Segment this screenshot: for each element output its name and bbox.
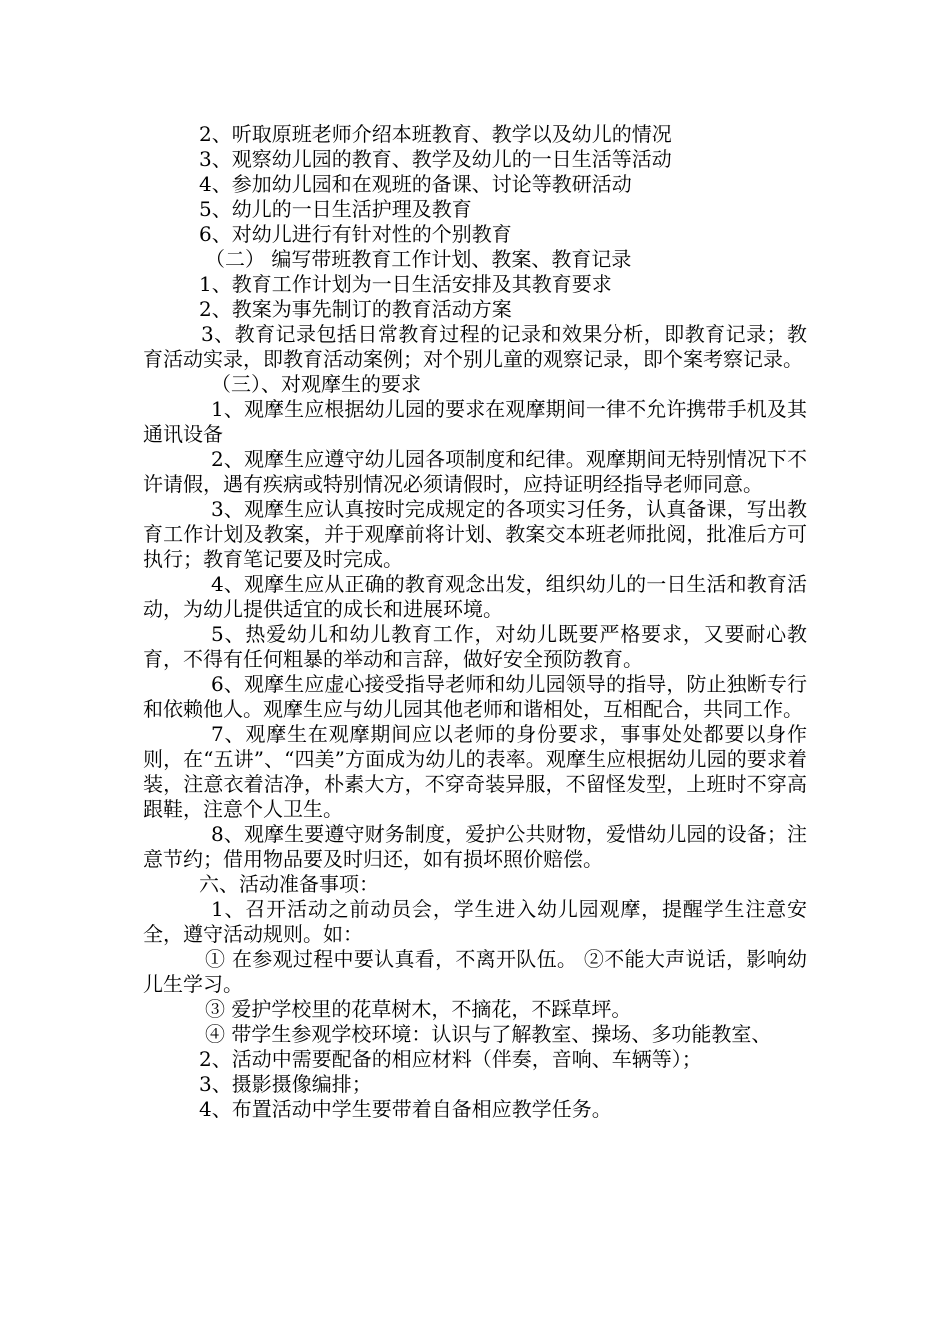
section-heading-2: （二） 编写带班教育工作计划、教案、教育记录: [205, 247, 632, 271]
document-body: [143, 122, 807, 1122]
paragraph-21: ① 在参观过程中要认真看，不离开队伍。 ②不能大声说话，影响幼儿生学习。: [143, 947, 807, 996]
paragraph-13: 3、观摩生应认真按时完成规定的各项实习任务，认真备课，写出教育工作计划及教案，并于观摩前将计划、教案交本班老师批阅，批准后方可执行；教育笔记要及时完成。: [143, 497, 807, 571]
paragraph-25: 3、摄影摄像编排；: [199, 1072, 372, 1096]
paragraph-14: 4、观摩生应从正确的教育观念出发，组织幼儿的一日生活和教育活动，为幼儿提供适宜的成长和进展环境。: [143, 572, 807, 621]
paragraph-23: ④ 带学生参观学校环境：认识与了解教室、操场、多功能教室、: [205, 1022, 772, 1046]
paragraph-3: 4、参加幼儿园和在观班的备课、讨论等教研活动: [199, 172, 632, 196]
paragraph-12: 2、观摩生应遵守幼儿园各项制度和纪律。观摩期间无特别情况下不许请假，遇有疾病或特别情况必须请假时，应持证明经指导老师同意。: [143, 447, 807, 496]
paragraph-2: 3、观察幼儿园的教育、教学及幼儿的一日生活等活动: [199, 147, 672, 171]
paragraph-22: ③ 爱护学校里的花草树木，不摘花，不踩草坪。: [205, 997, 632, 1021]
paragraph-8: 2、教案为事先制订的教育活动方案: [199, 297, 512, 321]
paragraph-17: 7、观摩生在观摩期间应以老师的身份要求，事事处处都要以身作则，在“五讲”、“四美”方面成为幼儿的表率。观摩生应根据幼儿园的要求着装，注意衣着洁净，朴素大方，不穿奇装异服，不留怪发型，上班时不穿高跟鞋，注意个人卫生。: [143, 722, 807, 821]
paragraph-5: 6、对幼儿进行有针对性的个别教育: [199, 222, 512, 246]
paragraph-7: 1、教育工作计划为一日生活安排及其教育要求: [199, 272, 612, 296]
paragraph-26: 4、布置活动中学生要带着自备相应教学任务。: [199, 1097, 612, 1121]
paragraph-16: 6、观摩生应虚心接受指导老师和幼儿园领导的指导，防止独断专行和依赖他人。观摩生应与幼儿园其他老师和谐相处，互相配合，共同工作。: [143, 672, 807, 721]
section-heading-6: 六、活动准备事项：: [199, 872, 379, 896]
paragraph-20: 1、召开活动之前动员会，学生进入幼儿园观摩，提醒学生注意安全，遵守活动规则。如：: [143, 897, 807, 946]
paragraph-18: 8、观摩生要遵守财务制度，爱护公共财物，爱惜幼儿园的设备；注意节约；借用物品要及时归还，如有损坏照价赔偿。: [143, 822, 807, 871]
section-heading-3: （三）、对观摩生的要求: [211, 372, 421, 396]
paragraph-24: 2、活动中需要配备的相应材料（伴奏，音响、车辆等）；: [199, 1047, 702, 1071]
paragraph-1: 2、听取原班老师介绍本班教育、教学以及幼儿的情况: [199, 122, 672, 146]
paragraph-9: 3、教育记录包括日常教育过程的记录和效果分析，即教育记录；教育活动实录，即教育活动案例；对个别儿童的观察记录，即个案考察记录。: [143, 322, 807, 371]
paragraph-4: 5、幼儿的一日生活护理及教育: [199, 197, 472, 221]
paragraph-11: 1、观摩生应根据幼儿园的要求在观摩期间一律不允许携带手机及其通讯设备: [143, 397, 807, 446]
paragraph-15: 5、热爱幼儿和幼儿教育工作，对幼儿既要严格要求，又要耐心教育，不得有任何粗暴的举动和言辞，做好安全预防教育。: [143, 622, 807, 671]
